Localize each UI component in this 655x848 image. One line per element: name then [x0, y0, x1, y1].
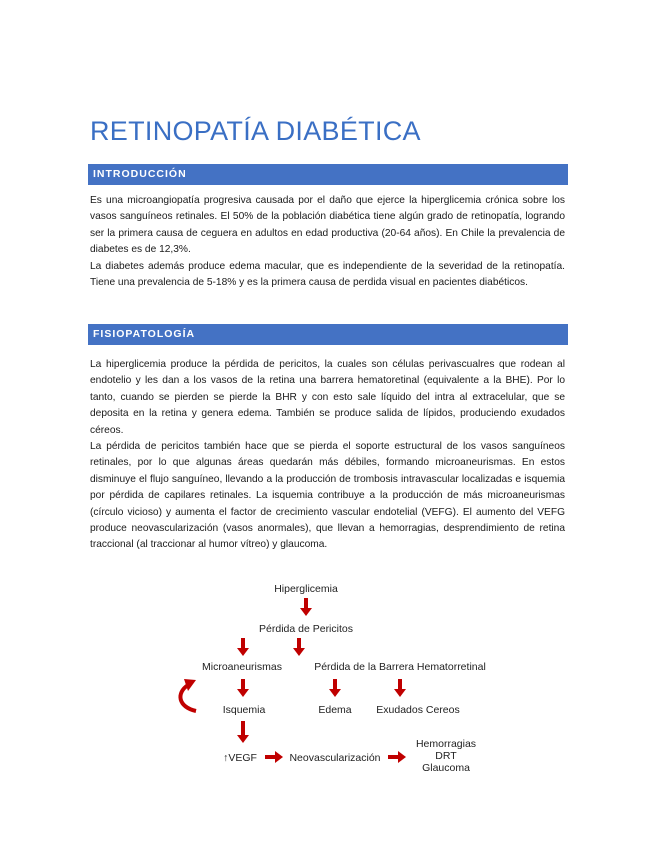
node-glaucoma: Glaucoma	[422, 762, 470, 774]
fisio-text	[90, 357, 565, 554]
node-hiperglicemia: Hiperglicemia	[274, 583, 338, 595]
paragraph: La pérdida de pericitos también hace que se pierda el soporte estructural de los vasos sanguíneos retinales, por lo que algunas áreas quedarán más débiles, formando microaneurismas. En estos disminuye el flujo sanguíneo, llevando a la producción de trombosis intravascular localizadas e isquemia por pérdida de capilares retinales. La isquemia contribuye a la producción de más microaneurismas (círculo vicioso) y aumenta el factor de crecimiento vascular endotelial (VEFG). El aumento del VEFG produce neovascularización (vasos anormales), que llevan a hemorragias, desprendimiento de retina traccional (al traccionar al humor vítreo) y glaucoma.	[90, 441, 565, 551]
node-perdida-pericitos: Pérdida de Pericitos	[259, 623, 353, 635]
intro-text	[90, 193, 565, 291]
paragraph: Es una microangiopatía progresiva causada por el daño que ejerce la hiperglicemia crónica sobre los vasos sanguíneos retinales. El 50% de la población diabética tiene algún grado de retinopatía, logrando ser la primera causa de ceguera en adultos en edad productiva (20-64 años). En Chile la prevalencia de diabetes es de 12,3%.	[90, 195, 565, 256]
arrow-down-icon	[237, 679, 249, 697]
node-hemorragias: Hemorragias	[415, 738, 477, 750]
arrow-right-icon	[265, 751, 283, 763]
node-isquemia: Isquemia	[222, 704, 266, 716]
arrow-down-icon	[237, 638, 249, 656]
arrow-down-icon	[394, 679, 406, 697]
node-vegf: ↑VEGF	[223, 752, 257, 764]
pathophysiology-diagram	[170, 575, 510, 785]
vicious-circle-arrow-icon	[180, 679, 196, 711]
arrow-down-icon	[329, 679, 341, 697]
arrow-down-icon	[300, 598, 312, 616]
section-heading-fisiopatologia: FISIOPATOLOGÍA	[88, 324, 568, 345]
paragraph: La diabetes además produce edema macular, que es independiente de la severidad de la retinopatía. Tiene una prevalencia de 5-18% y es la primera causa de perdida visual en pacientes diabéticos.	[90, 260, 565, 289]
node-perdida-barrera: Pérdida de la Barrera Hematorretinal	[314, 661, 486, 673]
node-exudados-cereos: Exudados Cereos	[376, 704, 460, 716]
arrow-down-icon	[237, 721, 249, 743]
node-microaneurismas: Microaneurismas	[202, 661, 282, 673]
arrow-right-icon	[388, 751, 406, 763]
arrow-down-icon	[293, 638, 305, 656]
node-edema: Edema	[318, 704, 352, 716]
section-heading-introduccion: INTRODUCCIÓN	[88, 164, 568, 185]
paragraph: La hiperglicemia produce la pérdida de pericitos, la cuales son células perivascualres que rodean al endotelio y les dan a los vasos de la retina una barrera hematoretinal (equivalente a la BHE). Por lo tanto, cuando se pierden se pierde la BHR y con esto sale líquido del intra al extracelular, que se deposita en la retina y genera edema. También se produce salida de lípidos, produciendo exudados céreos.	[90, 359, 565, 436]
node-neovascularizacion: Neovascularización	[289, 752, 381, 764]
page-title: RETINOPATÍA DIABÉTICA	[90, 116, 421, 146]
node-drt: DRT	[435, 750, 457, 762]
